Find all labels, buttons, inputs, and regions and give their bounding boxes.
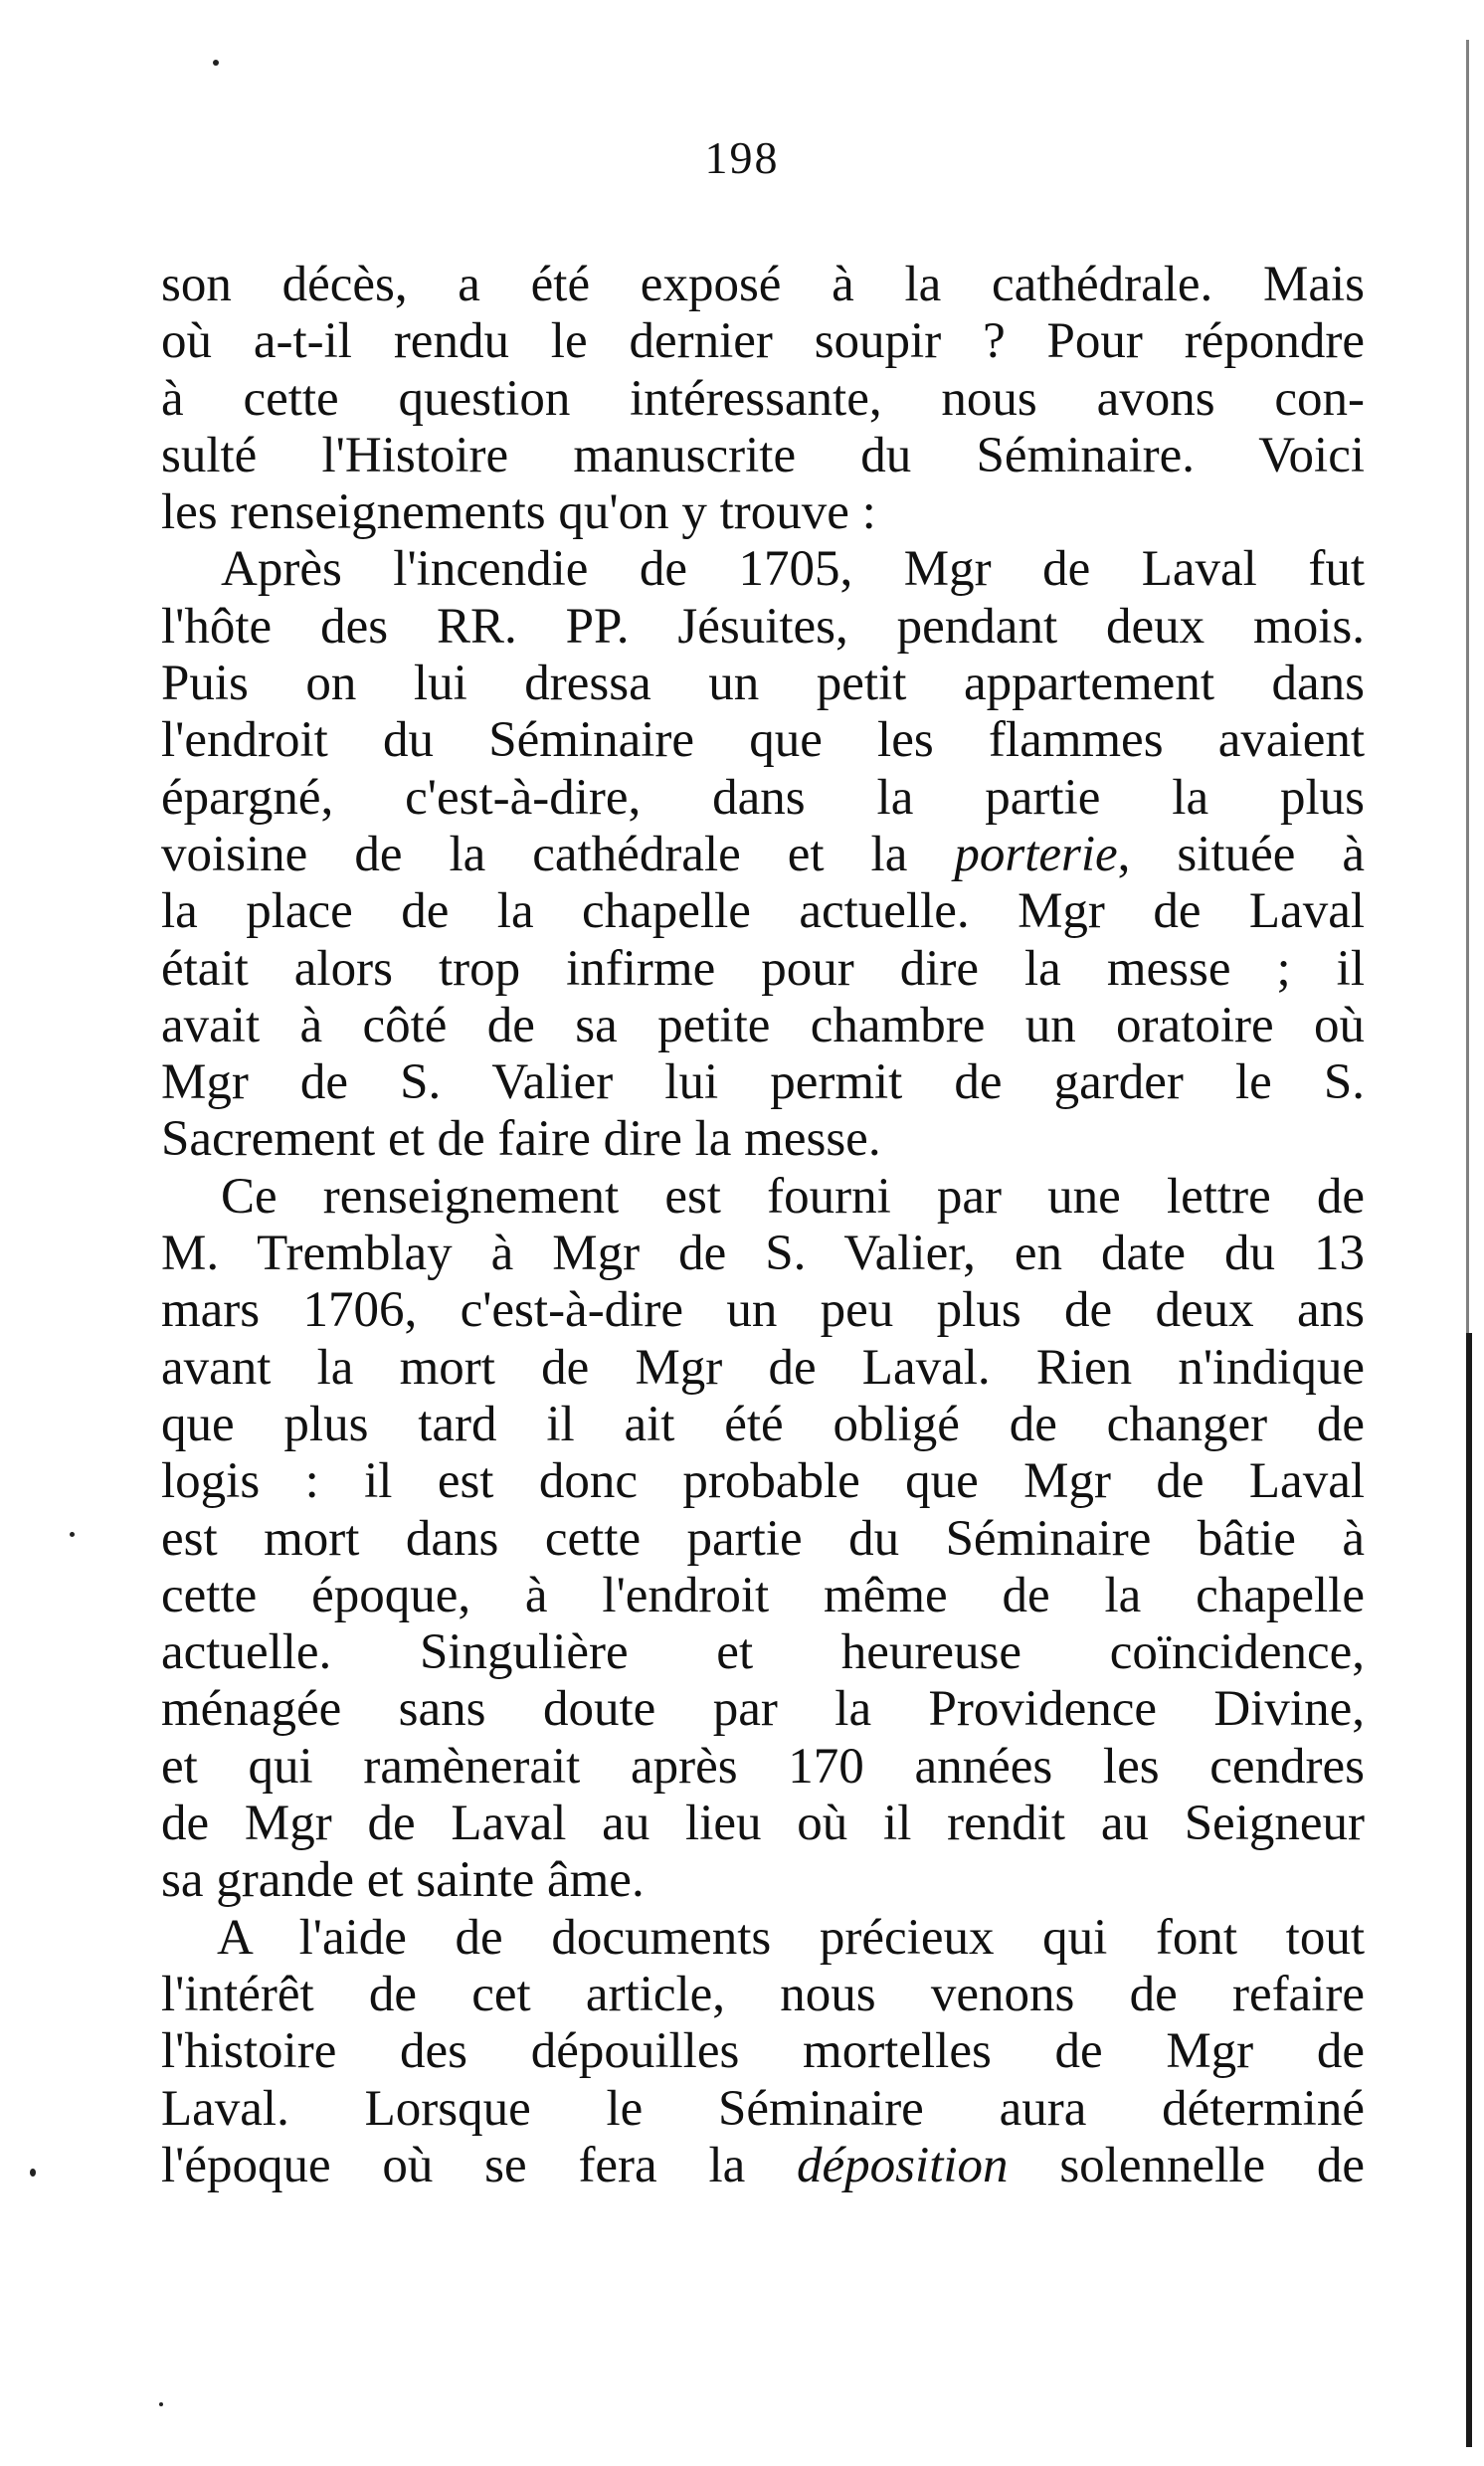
page-number: 198 [704,132,780,183]
text-line: que plus tard il ait été obligé de changer de [161,1396,1365,1452]
text-line: A l'aide de documents précieux qui font tout [217,1909,1365,1966]
scan-speck [70,1532,75,1537]
binding-edge [1466,1333,1472,2447]
text-line: est mort dans cette partie du Séminaire bâtie à [161,1510,1365,1567]
text-line-with-italic [161,827,1365,883]
text-line: la place de la chapelle actuelle. Mgr de Laval [161,883,1365,940]
text-line: mars 1706, c'est-à-dire un peu plus de deux ans [161,1282,1365,1339]
text-line: l'histoire des dépouilles mortelles de Mgr de [161,2023,1365,2080]
scan-speck [213,60,219,66]
text-line: sa grande et sainte âme. [161,1852,645,1909]
italic-term: porterie [954,826,1118,882]
text-line: actuelle. Singulière et heureuse coïncidence, [161,1624,1365,1681]
text-line: les renseignements qu'on y trouve : [161,484,876,541]
text-line: de Mgr de Laval au lieu où il rendit au Seigneur [161,1796,1365,1852]
text-line: où a-t-il rendu le dernier soupir ? Pour répondre [161,313,1365,370]
text-line: Ce renseignement est fourni par une lettre de [221,1168,1365,1225]
text-line: avant la mort de Mgr de Laval. Rien n'indique [161,1339,1365,1396]
text-line: Sacrement et de faire dire la messe. [161,1111,881,1168]
text-line: son décès, a été exposé à la cathédrale. Mais [161,257,1365,312]
scan-speck [30,2169,36,2177]
text-line: à cette question intéressante, nous avons con- [161,370,1365,427]
text-line: sulté l'Histoire manuscrite du Séminaire. Voici [161,427,1365,483]
italic-term: déposition [797,2137,1009,2193]
text-line: était alors trop infirme pour dire la messe ; il [161,940,1365,997]
text-line: ménagée sans doute par la Providence Divine, [161,1681,1365,1738]
text-line: et qui ramènerait après 170 années les cendres [161,1738,1365,1795]
text-segment: voisine de la cathédrale et la [161,826,955,882]
binding-edge [1466,40,1469,1333]
text-line-with-italic [161,2138,1365,2194]
text-line: avait à côté de sa petite chambre un oratoire où [161,997,1365,1053]
text-line: Laval. Lorsque le Séminaire aura déterminé [161,2080,1365,2137]
text-line: épargné, c'est-à-dire, dans la partie la plus [161,769,1365,826]
text-segment: l'époque où se fera la [161,2137,798,2193]
text-line: Mgr de S. Valier lui permit de garder le S. [161,1054,1365,1111]
text-line: l'hôte des RR. PP. Jésuites, pendant deux mois. [161,598,1365,655]
text-line: cette époque, à l'endroit même de la chapelle [161,1567,1365,1623]
scan-speck [159,2402,163,2406]
text-line: l'intérêt de cet article, nous venons de refaire [161,1966,1365,2022]
text-line: Après l'incendie de 1705, Mgr de Laval fut [221,541,1365,598]
text-segment: solennelle de [1008,2137,1365,2193]
text-line: l'endroit du Séminaire que les flammes avaient [161,712,1365,769]
body-text [161,257,1365,2194]
text-segment: , située à [1117,826,1365,882]
text-line: M. Tremblay à Mgr de S. Valier, en date du 13 [161,1226,1365,1282]
text-line: logis : il est donc probable que Mgr de Laval [161,1453,1365,1510]
text-line: Puis on lui dressa un petit appartement dans [161,656,1365,712]
